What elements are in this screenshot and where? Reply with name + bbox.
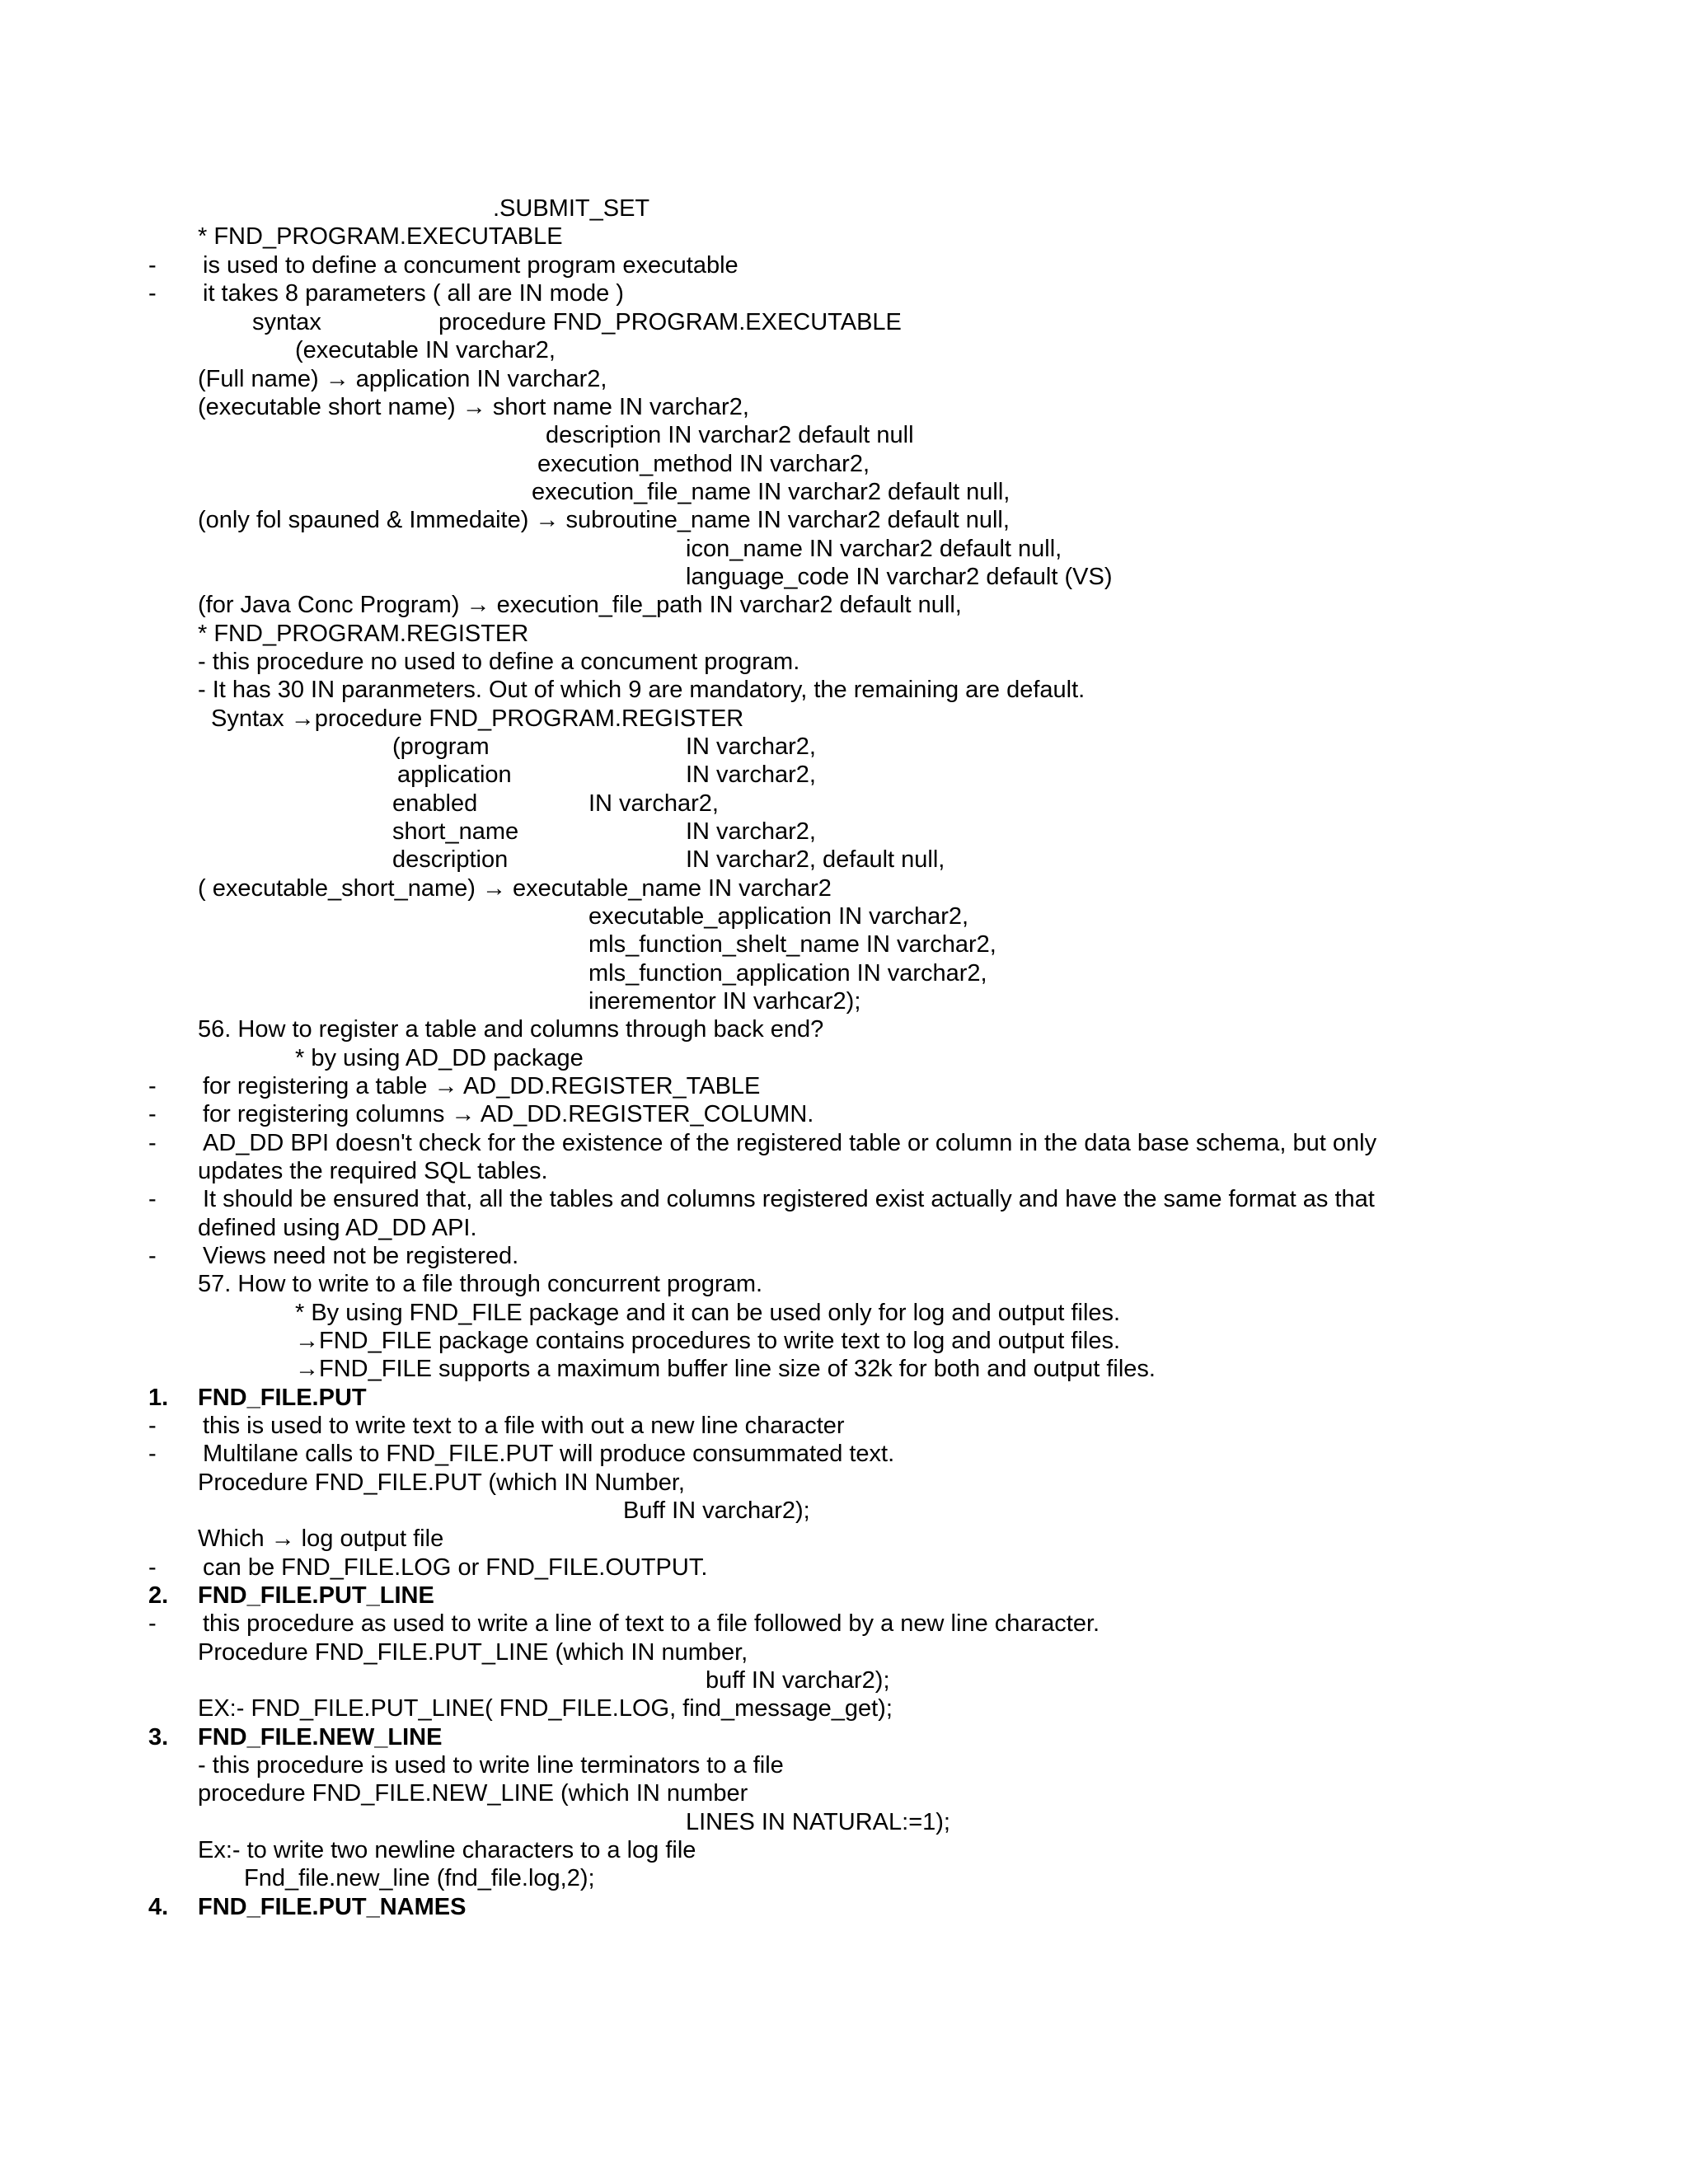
text-line: language_code IN varchar2 default (VS) [686,564,1113,590]
text-line: for registering a table → AD_DD.REGISTER_TABLE [203,1073,761,1099]
text-line: description [392,846,509,873]
text-line: mls_function_application IN varchar2, [588,960,987,987]
text-line: - this procedure no used to define a concument program. [198,649,800,675]
text-line: procedure FND_FILE.NEW_LINE (which IN number [198,1780,748,1807]
text-line: It should be ensured that, all the tables and columns registered exist actually and have the same format as that [203,1186,1375,1212]
text-line: →FND_FILE package contains procedures to write text to log and output files. [295,1328,1121,1354]
text-line: Procedure FND_FILE.PUT (which IN Number, [198,1469,685,1496]
text-line: enabled [392,790,478,817]
text-line: procedure FND_PROGRAM.EXECUTABLE [438,309,902,335]
list-number: 3. [148,1724,169,1750]
text-line: AD_DD BPI doesn't check for the existence of the registered table or column in the data base schema, but only [203,1130,1377,1156]
text-line: IN varchar2, [686,733,816,760]
text-line: * by using AD_DD package [295,1045,584,1071]
bullet-dash: - [148,1101,157,1127]
text-line: executable_application IN varchar2, [588,903,969,930]
bullet-dash: - [148,1130,157,1156]
bullet-dash: - [148,1186,157,1212]
text-line: ( executable_short_name) → executable_name IN varchar2 [198,875,832,902]
text-line: IN varchar2, [686,818,816,845]
text-line: syntax [252,309,321,335]
text-line: .SUBMIT_SET [493,195,650,222]
text-line: execution_file_name IN varchar2 default null, [532,479,1010,505]
question-heading: 56. How to register a table and columns through back end? [198,1016,824,1043]
question-heading: 57. How to write to a file through concurrent program. [198,1271,763,1297]
text-line: (for Java Conc Program) → execution_file_path IN varchar2 default null, [198,592,962,618]
text-line: EX:- FND_FILE.PUT_LINE( FND_FILE.LOG, find_message_get); [198,1695,893,1722]
bullet-dash: - [148,1554,157,1581]
section-heading: FND_FILE.PUT_NAMES [198,1894,467,1920]
bullet-dash: - [148,280,157,307]
text-line: Fnd_file.new_line (fnd_file.log,2); [244,1865,595,1891]
text-line: icon_name IN varchar2 default null, [686,536,1062,562]
text-line: (executable short name) → short name IN varchar2, [198,394,749,420]
bullet-dash: - [148,1413,157,1439]
text-line: Ex:- to write two newline characters to a log file [198,1837,696,1863]
text-line: - this procedure is used to write line terminators to a file [198,1752,784,1779]
text-line: * FND_PROGRAM.EXECUTABLE [198,223,563,250]
text-line: short_name [392,818,519,845]
text-line: Views need not be registered. [203,1243,519,1269]
text-line: defined using AD_DD API. [198,1215,477,1241]
text-line: this procedure as used to write a line of text to a file followed by a new line character. [203,1610,1100,1637]
list-number: 2. [148,1582,169,1609]
text-line: description IN varchar2 default null [546,422,914,448]
list-number: 4. [148,1894,169,1920]
text-line: buff IN varchar2); [706,1667,890,1694]
text-line: →FND_FILE supports a maximum buffer line size of 32k for both and output files. [295,1356,1156,1382]
text-line: (only fol spauned & Immedaite) → subroutine_name IN varchar2 default null, [198,507,1010,533]
text-line: Multilane calls to FND_FILE.PUT will produce consummated text. [203,1441,895,1467]
text-line: Which → log output file [198,1526,444,1552]
text-line: updates the required SQL tables. [198,1158,548,1184]
text-line: (program [392,733,490,760]
bullet-dash: - [148,252,157,279]
text-line: inerementor IN varhcar2); [588,988,861,1015]
text-line: * FND_PROGRAM.REGISTER [198,621,529,647]
text-line: Syntax →procedure FND_PROGRAM.REGISTER [211,705,744,732]
text-line: for registering columns → AD_DD.REGISTER_COLUMN. [203,1101,814,1127]
text-line: IN varchar2, [686,762,816,788]
text-line: this is used to write text to a file with out a new line character [203,1413,845,1439]
text-line: is used to define a concument program executable [203,252,738,279]
list-number: 1. [148,1385,169,1411]
text-line: IN varchar2, [588,790,719,817]
text-line: (Full name) → application IN varchar2, [198,366,607,392]
text-line: Procedure FND_FILE.PUT_LINE (which IN number, [198,1639,748,1666]
text-line: IN varchar2, default null, [686,846,945,873]
text-line: can be FND_FILE.LOG or FND_FILE.OUTPUT. [203,1554,708,1581]
bullet-dash: - [148,1243,157,1269]
text-line: (executable IN varchar2, [295,337,556,363]
text-line: it takes 8 parameters ( all are IN mode ) [203,280,624,307]
bullet-dash: - [148,1441,157,1467]
text-line: LINES IN NATURAL:=1); [686,1809,950,1835]
section-heading: FND_FILE.NEW_LINE [198,1724,443,1750]
text-line: * By using FND_FILE package and it can be used only for log and output files. [295,1300,1121,1326]
section-heading: FND_FILE.PUT [198,1385,367,1411]
bullet-dash: - [148,1073,157,1099]
section-heading: FND_FILE.PUT_LINE [198,1582,434,1609]
text-line: application [397,762,512,788]
bullet-dash: - [148,1610,157,1637]
text-line: - It has 30 IN paranmeters. Out of which 9 are mandatory, the remaining are default. [198,677,1085,703]
text-line: mls_function_shelt_name IN varchar2, [588,931,996,958]
text-line: execution_method IN varchar2, [537,451,870,477]
text-line: Buff IN varchar2); [623,1497,810,1524]
